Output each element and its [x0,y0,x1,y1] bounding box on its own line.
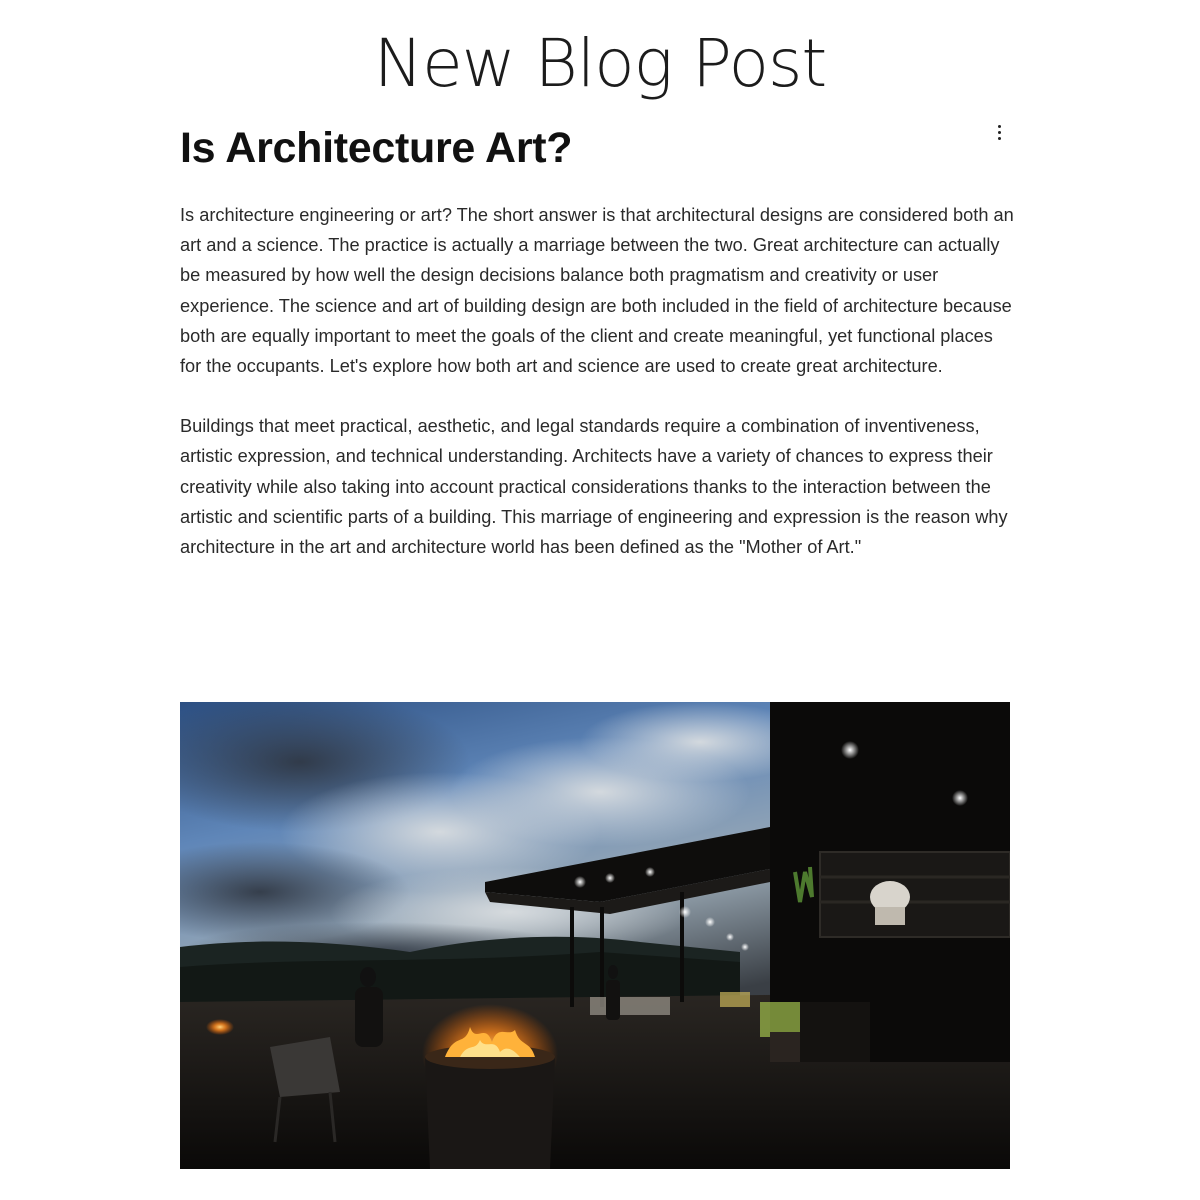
more-vertical-icon-dot-2 [998,131,1001,134]
page-title: New Blog Post [373,25,827,102]
post-paragraph-2: Buildings that meet practical, aesthetic, and legal standards require a combination of inventiveness, artistic expression, and technical understanding. Architects have a variety of chances to express their creativity while also taking into account practical considerations thanks to the interaction between the artistic and scientific parts of a building. This marriage of engineering and expression is the reason why architecture in the art and architecture world has been defined as the "Mother of Art." [180,416,1008,558]
post-title: Is Architecture Art? [180,124,573,172]
post-hero-image [180,702,1010,1169]
more-vertical-icon [998,125,1001,128]
post-body [180,200,1015,562]
more-vertical-icon-dot-3 [998,137,1001,140]
architecture-night-scene [180,702,1010,1169]
post-paragraph-1: Is architecture engineering or art? The short answer is that architectural designs are considered both an art and a science. The practice is actually a marriage between the two. Great architecture can actually be measured by how well the design decisions balance both pragmatism and creativity or user experience. The science and art of building design are both included in the field of architecture because both are equally important to meet the goals of the client and create meaningful, yet functional places for the occupants. Let's explore how both art and science are used to create great architecture. [180,205,1014,377]
more-options-button[interactable] [984,118,1014,146]
